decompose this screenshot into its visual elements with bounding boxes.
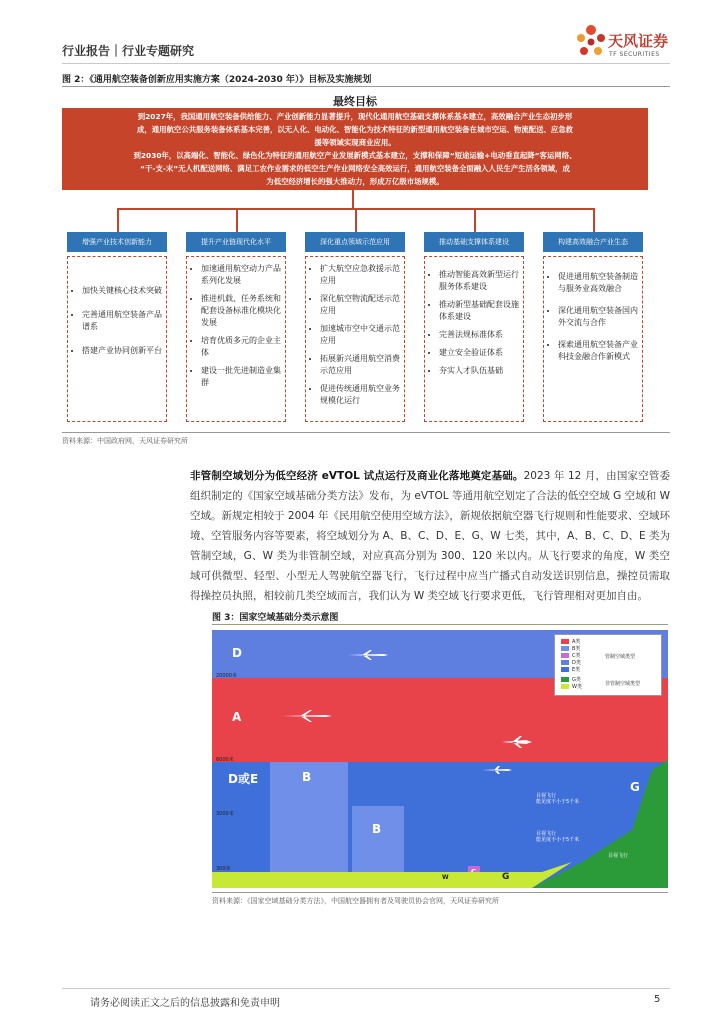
alt-label: 6000米 xyxy=(216,757,234,763)
column-box xyxy=(67,256,167,422)
column-item: • 完善通用航空装备产品谱系 xyxy=(82,309,162,333)
fig3-caption: 图 3：国家空域基础分类示意图 xyxy=(212,613,339,623)
legend-label: D类 xyxy=(572,660,581,666)
legend-swatch xyxy=(561,660,569,665)
connector xyxy=(474,208,476,232)
column-item: • 探索通用航空装备产业科技金融合作新模式 xyxy=(558,339,638,363)
connector xyxy=(355,208,357,232)
zone-label-b: B xyxy=(372,822,382,836)
fighter-jet-icon xyxy=(502,736,532,748)
legend-label: G类 xyxy=(572,677,581,683)
column-item: • 促进通用航空装备制造与服务业高效融合 xyxy=(558,271,638,295)
column-item: • 深化通用航空装备国内外交流与合作 xyxy=(558,305,638,329)
goal-line: 为低空经济增长的强大推动力，形成万亿级市场规模。 xyxy=(266,177,444,186)
legend-group-label: 管制空域类型 xyxy=(605,654,636,660)
column-item: • 培育优质多元的企业主体 xyxy=(201,335,281,359)
logo-subtext: TF SECURITIES xyxy=(609,51,660,58)
logo-mark-icon xyxy=(574,24,608,62)
column-item: • 加快关键核心技术突破 xyxy=(82,285,162,297)
column-box xyxy=(543,256,643,422)
column-item: • 夯实人才队伍基础 xyxy=(439,365,519,377)
column-head: 构建高效融合产业生态 xyxy=(543,232,643,252)
column-item: • 推动新型基础配套设施体系建设 xyxy=(439,299,519,323)
legend-swatch xyxy=(561,639,569,644)
fig3-caption-divider xyxy=(212,624,668,625)
zone-label-g: G xyxy=(502,872,510,882)
column-box xyxy=(424,256,524,422)
footer-divider xyxy=(62,988,670,989)
goal-line: 到2030年，以高端化、智能化、绿色化为特征的通用航空产业发展新模式基本建立，支撑和保障“短途运输+电动垂直起降”客运网络、 xyxy=(133,151,577,160)
footer-disclaimer: 请务必阅读正文之后的信息披露和免责申明 xyxy=(90,998,280,1009)
column-item: • 搭建产业协同创新平台 xyxy=(82,345,162,357)
airspace-diagram xyxy=(212,630,668,888)
legend-swatch xyxy=(561,684,569,689)
flight-note: 能见度不小于5千米 xyxy=(536,799,580,805)
airliner-icon xyxy=(282,710,332,722)
flight-note: 目视飞行 xyxy=(536,793,557,799)
column-item: • 拓展新兴通用航空消费示范应用 xyxy=(320,353,400,377)
column-item: • 建设一批先进制造业集群 xyxy=(201,365,281,389)
airliner-icon xyxy=(348,650,388,660)
column-item: • 推动智能高效新型运行服务体系建设 xyxy=(439,269,519,293)
column-box xyxy=(186,256,286,422)
legend-label: E类 xyxy=(572,667,581,673)
page-number: 5 xyxy=(654,994,661,1005)
fig2-source: 资料来源：中国政府网，天风证券研究所 xyxy=(62,437,188,445)
small-plane-icon xyxy=(482,766,512,774)
goal-line: 到2027年，我国通用航空装备供给能力、产业创新能力显著提升，现代化通用航空基础支撑体系基本建立，高效融合产业生态初步形 xyxy=(137,112,573,121)
column-head: 增强产业技术创新能力 xyxy=(67,232,167,252)
connector xyxy=(593,208,595,232)
column-head: 提升产业链现代化水平 xyxy=(186,232,286,252)
legend-swatch xyxy=(561,646,569,651)
fig2-caption: 图 2：《通用航空装备创新应用实施方案（2024-2030 年）》目标及实施规划 xyxy=(62,75,372,85)
goal-box xyxy=(62,108,648,190)
legend-swatch xyxy=(561,677,569,682)
alt-label: 20000米 xyxy=(216,673,237,679)
connector xyxy=(352,190,354,208)
connector xyxy=(117,208,119,232)
column-item: • 完善法规标准体系 xyxy=(439,329,519,341)
body-paragraph xyxy=(190,466,670,606)
zone-label-a: A xyxy=(232,710,242,724)
fig2-diagram xyxy=(62,88,670,440)
column-head: 推动基础支撑体系建设 xyxy=(424,232,524,252)
fig2-bottom-divider xyxy=(62,432,670,433)
column-item: • 促进传统通用航空业务规模化运行 xyxy=(320,383,400,407)
alt-label: 300米 xyxy=(216,866,231,872)
legend-swatch xyxy=(561,667,569,672)
fig3-source: 资料来源：《国家空域基础分类方法》，中国航空器拥有者及驾驶员协会官网，天风证券研究所 xyxy=(212,897,499,905)
legend-label: A类 xyxy=(572,639,581,645)
column-item: • 深化航空物流配送示范应用 xyxy=(320,293,400,317)
legend xyxy=(554,634,662,696)
goal-line: 援等领域实现商业应用。 xyxy=(314,138,396,147)
fig2-caption-divider xyxy=(62,86,670,87)
flight-note: 目视飞行 xyxy=(608,853,629,859)
legend-label: C类 xyxy=(572,653,581,659)
paragraph-lead: 非管制空域划分为低空经济 eVTOL 试点运行及商业化落地奠定基础。 xyxy=(190,470,524,482)
zone-label-de: D或E xyxy=(228,772,259,786)
column-head: 深化重点领域示范应用 xyxy=(305,232,405,252)
zone-label-d: D xyxy=(232,646,242,660)
legend-label: W类 xyxy=(572,684,582,690)
goal-line: 成，通用航空公共服务装备体系基本完善，以无人化、电动化、智能化为技术特征的新型通用航空装备在城市空运、物流配送、应急救 xyxy=(136,125,574,134)
column-item: • 加速城市空中交通示范应用 xyxy=(320,323,400,347)
zone-label-g: G xyxy=(630,780,640,794)
column-item: • 推进机载、任务系统和配套设备标准化模块化发展 xyxy=(201,293,281,329)
report-header: 行业报告｜行业专题研究 xyxy=(62,44,195,58)
goal-title: 最终目标 xyxy=(333,95,377,108)
zone-label-b: B xyxy=(302,770,312,784)
legend-group-label: 非管制空域类型 xyxy=(605,681,641,687)
column-box xyxy=(305,256,405,422)
goal-line: “干-支-末”无人机配送网络、满足工农作业需求的低空生产作业网络安全高效运行，通用航空装备全面融入人民生产生活各领域，成 xyxy=(140,164,570,173)
flight-note: 能见度不小于5千米 xyxy=(536,837,580,843)
fig3-bottom-divider xyxy=(212,892,668,893)
alt-label: 3000米 xyxy=(216,811,234,817)
logo-text: 天风证券 xyxy=(608,32,669,50)
legend-label: B类 xyxy=(572,646,581,652)
company-logo xyxy=(574,24,674,64)
column-item: • 加速通用航空动力产品系列化发展 xyxy=(201,263,281,287)
paragraph-text: 2023 年 12 月，由国家空管委组织制定的《国家空域基础分类方法》发布，为 eVTOL 等通用航空划定了合法的低空空域 G 空域和 W 空域。新规定相较于 2004 年《民用航空使用空域方法》，新规依据航空器飞行规则和性能要求、空域环境、空管服务内容等要素，将空域划分为 A、B、C、D、E、G、W 七类，其中，A、B、C、D、E 类为管制空域，G、W 类为非管制空域，对应真高分别为 300、120 米以内。从飞行要求的角度，W 类空域可供微型、轻型、小型无人驾驶航空器飞行，飞行过程中应当广播式自动发送识别信息，操控员需取得操控员执照，相较前几类空域而言，我们认为 W 类空域飞行要求更低，飞行管理相对更加自由。 xyxy=(190,470,670,602)
legend-swatch xyxy=(561,653,569,658)
zone-label-w: W xyxy=(442,874,449,881)
connector xyxy=(236,208,238,232)
header-divider xyxy=(62,63,670,64)
column-item: • 扩大航空应急救援示范应用 xyxy=(320,263,400,287)
column-item: • 建立安全验证体系 xyxy=(439,347,519,359)
flight-note: 目视飞行 xyxy=(536,831,557,837)
